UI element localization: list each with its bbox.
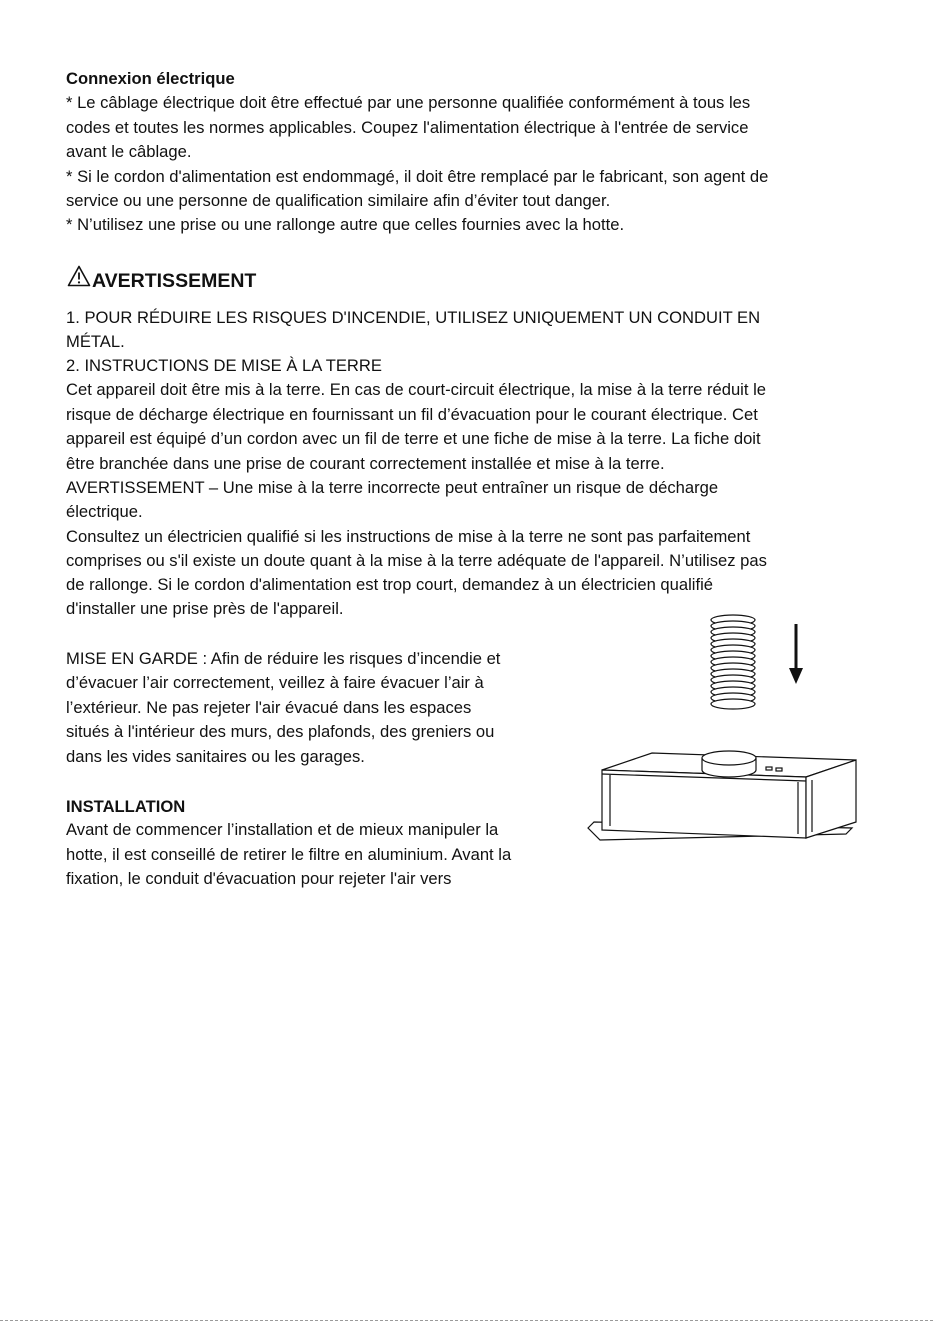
text-line: d’évacuer l’air correctement, veillez à faire évacuer l’air à xyxy=(66,673,484,692)
text-line: 2. INSTRUCTIONS DE MISE À LA TERRE xyxy=(66,356,382,375)
text-line: comprises ou s'il existe un doute quant à la mise à la terre adéquate de l'appareil. N’utilisez pas xyxy=(66,551,767,570)
text-line: Cet appareil doit être mis à la terre. En cas de court-circuit électrique, la mise à la terre réduit le xyxy=(66,380,767,399)
text-line: situés à l'intérieur des murs, des plafonds, des greniers ou xyxy=(66,722,495,741)
text-line: hotte, il est conseillé de retirer le filtre en aluminium. Avant la xyxy=(66,845,512,864)
text-line: service ou une personne de qualification similaire afin d’éviter tout danger. xyxy=(66,191,611,210)
down-arrow-icon xyxy=(789,624,803,684)
text-line: codes et toutes les normes applicables. Coupez l'alimentation électrique à l'entrée de service xyxy=(66,118,749,137)
text-line: AVERTISSEMENT – Une mise à la terre incorrecte peut entraîner un risque de décharge xyxy=(66,478,719,497)
warning-title: AVERTISSEMENT xyxy=(92,270,257,292)
text-line: fixation, le conduit d'évacuation pour rejeter l'air vers xyxy=(66,869,452,888)
text-line: être branchée dans une prise de courant correctement installée et mise à la terre. xyxy=(66,454,665,473)
text-line: d'installer une prise près de l'appareil. xyxy=(66,599,344,618)
text-line: 1. POUR RÉDUIRE LES RISQUES D'INCENDIE, UTILISEZ UNIQUEMENT UN CONDUIT EN xyxy=(66,308,761,327)
range-hood-icon xyxy=(588,751,856,840)
flexible-duct-icon xyxy=(711,615,755,709)
text-line: électrique. xyxy=(66,502,143,521)
hood-installation-illustration xyxy=(580,610,860,880)
warning-triangle-icon xyxy=(67,265,91,287)
section-heading-installation: INSTALLATION xyxy=(66,797,186,816)
page-bottom-rule xyxy=(0,1320,933,1321)
text-line: Avant de commencer l’installation et de mieux manipuler la xyxy=(66,820,499,839)
text-line: Consultez un électricien qualifié si les instructions de mise à la terre ne sont pas parfaitement xyxy=(66,527,751,546)
text-line: MISE EN GARDE : Afin de réduire les risques d’incendie et xyxy=(66,649,501,668)
text-line: appareil est équipé d’un cordon avec un fil de terre et une fiche de mise à la terre. La fiche doit xyxy=(66,429,761,448)
text-line: * N’utilisez une prise ou une rallonge autre que celles fournies avec la hotte. xyxy=(66,215,625,234)
text-line: avant le câblage. xyxy=(66,142,192,161)
text-line: * Si le cordon d'alimentation est endommagé, il doit être remplacé par le fabricant, son agent de xyxy=(66,167,769,186)
section-heading-electrical-connection: Connexion électrique xyxy=(66,69,235,88)
text-line: l’extérieur. Ne pas rejeter l'air évacué dans les espaces xyxy=(66,698,472,717)
text-line: risque de décharge électrique en fournissant un fil d’évacuation pour le courant électrique. Cet xyxy=(66,405,758,424)
text-line: * Le câblage électrique doit être effectué par une personne qualifiée conformément à tous les xyxy=(66,93,751,112)
text-line: dans les vides sanitaires ou les garages. xyxy=(66,747,365,766)
text-line: de rallonge. Si le cordon d'alimentation est trop court, demandez à un électricien qualifié xyxy=(66,575,714,594)
text-line: MÉTAL. xyxy=(66,332,125,351)
